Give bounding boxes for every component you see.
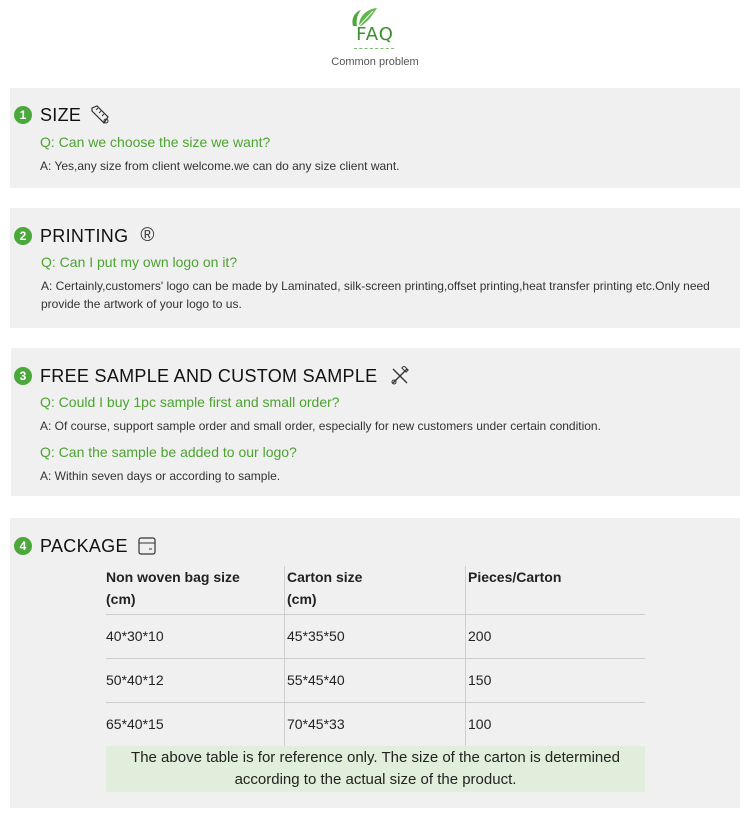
section-sample [11,348,740,496]
table-header-cell: Non woven bag size (cm) [106,566,285,614]
section-heading [14,225,158,247]
answer-line-1: A: Certainly,customers' logo can be made by Laminated, silk-screen printing,offset printing,heat transfer printing etc.Only need [41,279,710,293]
section-number: 4 [14,537,32,555]
section-heading [14,104,111,126]
answer: A: Yes,any size from client welcome.we can do any size client want. [40,159,400,173]
table-row [106,659,645,702]
tape-measure-icon [89,104,111,126]
answer: A: Within seven days or according to sample. [40,469,281,483]
section-title: SIZE [40,104,82,125]
scissors-tools-icon [389,365,411,387]
answer: A: Of course, support sample order and small order, especially for new customers under certain condition. [40,419,601,433]
section-printing [10,208,740,328]
table-cell: 150 [468,672,492,688]
question: Q: Can the sample be added to our logo? [40,444,297,460]
question: Q: Can we choose the size we want? [40,134,271,150]
section-heading [14,535,158,557]
table-row [106,703,645,746]
package-box-icon [136,535,158,557]
section-number: 1 [14,106,32,124]
title-divider [354,48,394,50]
table-cell: 50*40*12 [106,659,285,702]
faq-header [0,0,750,75]
table-note [106,746,645,792]
table-cell: 55*45*40 [285,659,466,702]
table-header-row [106,566,645,614]
note-line-1: The above table is for reference only. The size of the carton is determined [131,749,620,766]
note-line-2: according to the actual size of the product. [234,771,517,788]
section-title: PACKAGE [40,535,128,556]
page-title: FAQ [356,24,394,45]
answer-line-2: provide the artwork of your logo to us. [41,297,242,311]
table-header-cell: Carton size (cm) [285,566,466,614]
section-title: PRINTING [40,225,129,246]
table-cell: 200 [468,628,492,644]
section-number: 3 [14,367,32,385]
question: Q: Could I buy 1pc sample first and small order? [40,394,340,410]
table-cell: 70*45*33 [285,703,466,746]
question: Q: Can I put my own logo on it? [41,254,238,270]
table-cell: 65*40*15 [106,703,285,746]
registered-icon: ® [140,225,155,246]
table-cell: 100 [468,716,492,732]
table-row [106,615,645,658]
page-subtitle: Common problem [331,56,419,68]
section-size [10,88,740,188]
section-heading [14,365,411,387]
table-cell: 45*35*50 [285,615,466,658]
section-package [10,518,740,808]
table-header-cell: Pieces/Carton [468,569,562,585]
table-cell: 40*30*10 [106,615,285,658]
section-number: 2 [14,227,32,245]
section-title: FREE SAMPLE AND CUSTOM SAMPLE [40,365,378,386]
